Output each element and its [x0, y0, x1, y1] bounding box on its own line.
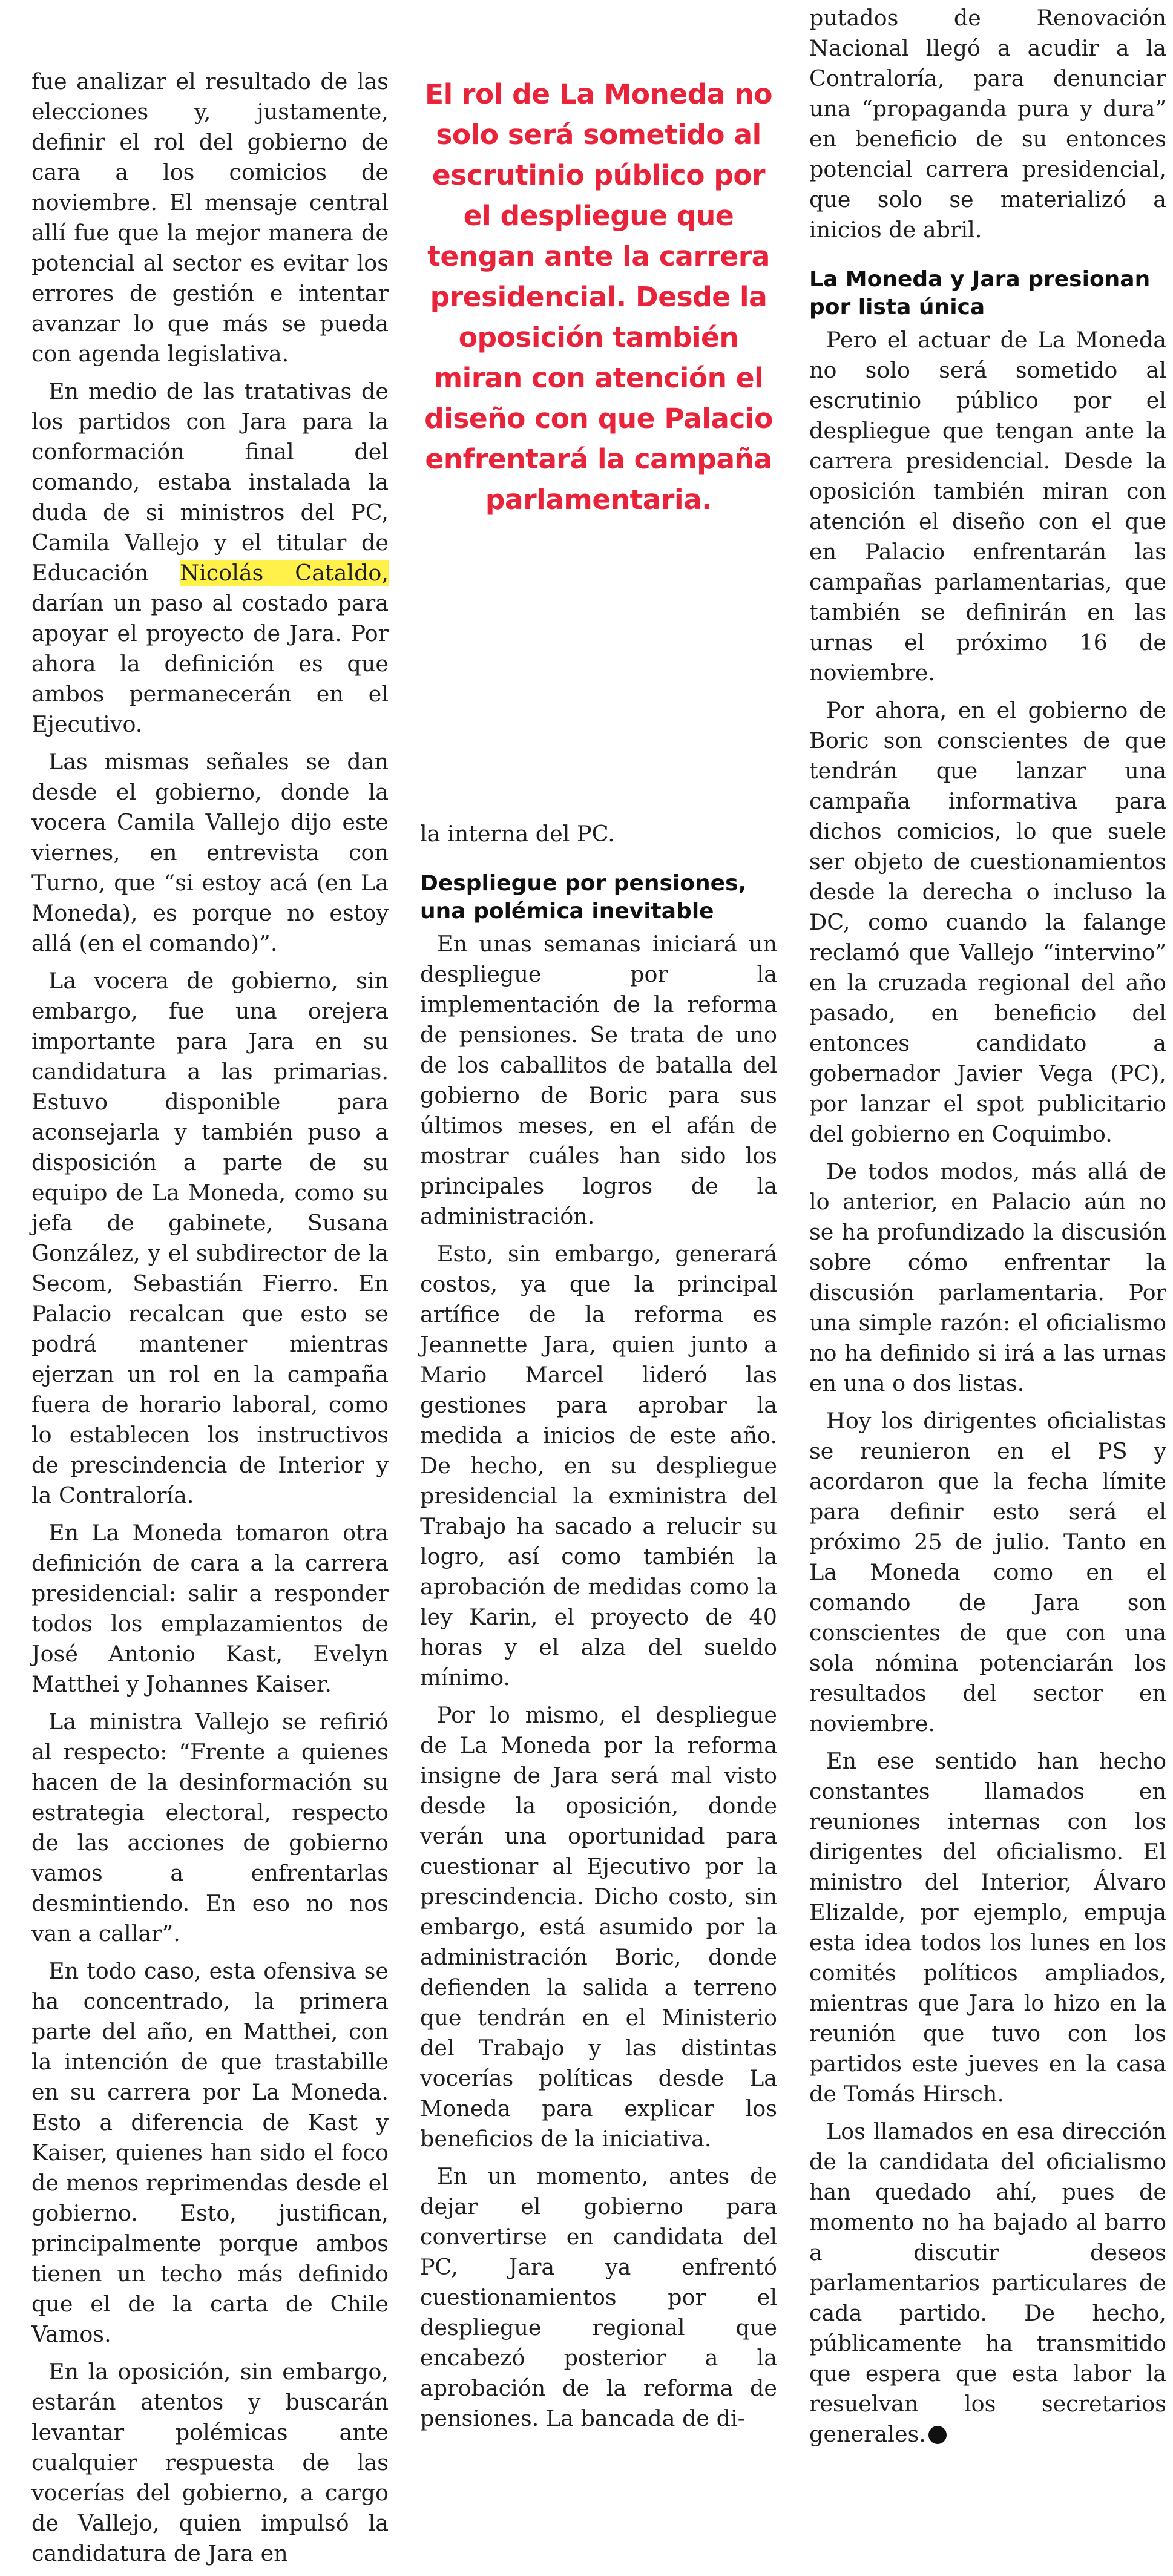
paragraph: [31, 376, 389, 740]
paragraph: Las mismas señales se dan desde el gobierno, donde la vocera Camila Vallejo dijo este viernes, en entrevista con Turno, que “si estoy acá (en La Moneda), es porque no estoy allá (en el comando)”.: [31, 749, 389, 956]
paragraph: En La Moneda tomaron otra definición de cara a la carrera presidencial: salir a responder todos los emplazamientos de José Antonio Kast, Evelyn Matthei y Johannes Kaiser.: [31, 1520, 389, 1697]
section-heading: La Moneda y Jara presionan por lista única: [809, 267, 1151, 320]
paragraph: En todo caso, esta ofensiva se ha concentrado, la primera parte del año, en Matthei, con la intención de que trastabille en su carrera por La Moneda. Esto a diferencia de Kast y Kaiser, quienes han sido el foco de menos reprimendas desde el gobierno. Esto, justifican, principalmente porque ambos tienen un techo más definido que el de la carta de Chile Vamos.: [31, 1958, 389, 2347]
paragraph: Hoy los dirigentes oficialistas se reunieron en el PS y acordaron que la fecha límite para definir esto será el próximo 25 de julio. Tanto en La Moneda como en el comando de Jara son conscientes de que con una sola nómina potenciarán los resultados del sector en noviembre.: [809, 1408, 1166, 1736]
paragraph: Por ahora, en el gobierno de Boric son conscientes de que tendrán que lanzar una campaña informativa para dichos comicios, lo que suele ser objeto de cuestionamientos desde la derecha o incluso la DC, como cuando la falange reclamó que Vallejo “intervino” en la cruzada regional del año pasado, en beneficio del entonces candidato a gobernador Javier Vega (PC), por lanzar el spot publicitario del gobierno en Coquimbo.: [809, 697, 1166, 1147]
column-left: [31, 67, 389, 2576]
paragraph: Por lo mismo, el despliegue de La Moneda por la reforma insigne de Jara será mal visto desde la oposición, donde verán una oportunidad para cuestionar al Ejecutivo por la prescindencia. Dicho costo, sin embargo, está asumido por la administración Boric, donde defienden la salida a terreno que tendrán en el Ministerio del Trabajo y las distintas vocerías políticas desde La Moneda para explicar los beneficios de la iniciativa.: [420, 1702, 777, 2152]
end-of-article-icon: [928, 2426, 947, 2444]
paragraph: La vocera de gobierno, sin embargo, fue una orejera importante para Jara en su candidatura a las primarias. Estuvo disponible para aconsejarla y también puso a disposición a parte de su equipo de La Moneda, como su jefa de gabinete, Susana González, y el subdirector de la Secom, Sebastián Fierro. En Palacio recalcan que esto se podrá mantener mientras ejerzan un rol en la campaña fuera de horario laboral, como lo establecen los instructivos de prescindencia de Interior y la Contraloría.: [31, 968, 389, 1508]
paragraph: [809, 2117, 1166, 2450]
paragraph: La ministra Vallejo se refirió al respecto: “Frente a quienes hacen de la desinformación su estrategia electoral, respecto de las acciones de gobierno vamos a enfrentarlas desmintiendo. En eso no nos van a callar”.: [31, 1709, 389, 1947]
pull-quote: El rol de La Moneda no solo será sometido al escrutinio público por el despliegue que tengan ante la carrera presidencial. Desde la oposición también miran con atención el diseño con que Palacio enfrentará la campaña parlamentaria.: [424, 78, 773, 516]
paragraph-text: Los llamados en esa dirección de la candidata del oficialismo han quedado ahí, pues de momento no ha bajado al barro a discutir deseos parlamentarios particulares de cada partido. De hecho, públicamente ha transmitido que espera que esta labor la resuelvan los secretarios generales.: [809, 2118, 1166, 2447]
paragraph: la interna del PC.: [420, 821, 615, 847]
paragraph: En un momento, antes de dejar el gobierno para convertirse en candidata del PC, Jara ya enfrentó cuestionamientos por el despliegue regional que encabezó posterior a la aprobación de la reforma de pensiones. La bancada de di-: [420, 2163, 777, 2431]
paragraph: Esto, sin embargo, generará costos, ya que la principal artífice de la reforma es Jeannette Jara, quien junto a Mario Marcel lideró las gestiones para aprobar la medida a inicios de este año. De hecho, en su despliegue presidencial la exministra del Trabajo ha sacado a relucir su logro, así como también la aprobación de medidas como la ley Karin, el proyecto de 40 horas y el alza del sueldo mínimo.: [420, 1241, 777, 1690]
highlighted-name: Nicolás Cataldo,: [180, 560, 389, 586]
column-right: [809, 3, 1166, 2457]
paragraph: putados de Renovación Nacional llegó a acudir a la Contraloría, para denunciar una “propaganda pura y dura” en beneficio de su entonces potencial carrera presidencial, que solo se materializó a inicios de abril.: [809, 5, 1166, 243]
section-heading: Despliegue por pensiones, una polémica inevitable: [420, 871, 747, 924]
paragraph: fue analizar el resultado de las elecciones y, justamente, definir el rol del gobierno de cara a los comicios de noviembre. El mensaje central allí fue que la mejor manera de potencial al sector es evitar los errores de gestión e intentar avanzar lo que más se pueda con agenda legislativa.: [31, 68, 389, 367]
paragraph: Pero el actuar de La Moneda no solo será sometido al escrutinio público por el despliegue que tengan ante la carrera presidencial. Desde la oposición también miran con atención el diseño con el que en Palacio enfrentarán las campañas parlamentarias, que también se definirán en las urnas el próximo 16 de noviembre.: [809, 327, 1166, 686]
paragraph-text: En medio de las tratativas de los partidos con Jara para la conformación final del comando, estaba instalada la duda de si ministros del PC, Camila Vallejo y el titular de Educación: [31, 378, 389, 586]
column-middle: [420, 819, 777, 2441]
paragraph: En la oposición, sin embargo, estarán atentos y buscarán levantar polémicas ante cualquier respuesta de las vocerías del gobierno, a cargo de Vallejo, quien impulsó la candidatura de Jara en: [31, 2359, 389, 2566]
paragraph: De todos modos, más allá de lo anterior, en Palacio aún no se ha profundizado la discusión sobre cómo enfrentar la discusión parlamentaria. Por una simple razón: el oficialismo no ha definido si irá a las urnas en una o dos listas.: [809, 1158, 1166, 1396]
paragraph-text: darían un paso al costado para apoyar el proyecto de Jara. Por ahora la definición es que ambos permanecerán en el Ejecutivo.: [31, 590, 389, 737]
paragraph: En unas semanas iniciará un despliegue por la implementación de la reforma de pensiones. Se trata de uno de los caballitos de batalla del gobierno de Boric para sus últimos meses, en el afán de mostrar cuáles han sido los principales logros de la administración.: [420, 931, 777, 1229]
paragraph: En ese sentido han hecho constantes llamados en reuniones internas con los dirigentes del oficialismo. El ministro del Interior, Álvaro Elizalde, por ejemplo, empuja esta idea todos los lunes en los comités políticos ampliados, mientras que Jara lo hizo en la reunión que tuvo con los partidos este jueves en la casa de Tomás Hirsch.: [809, 1748, 1166, 2107]
